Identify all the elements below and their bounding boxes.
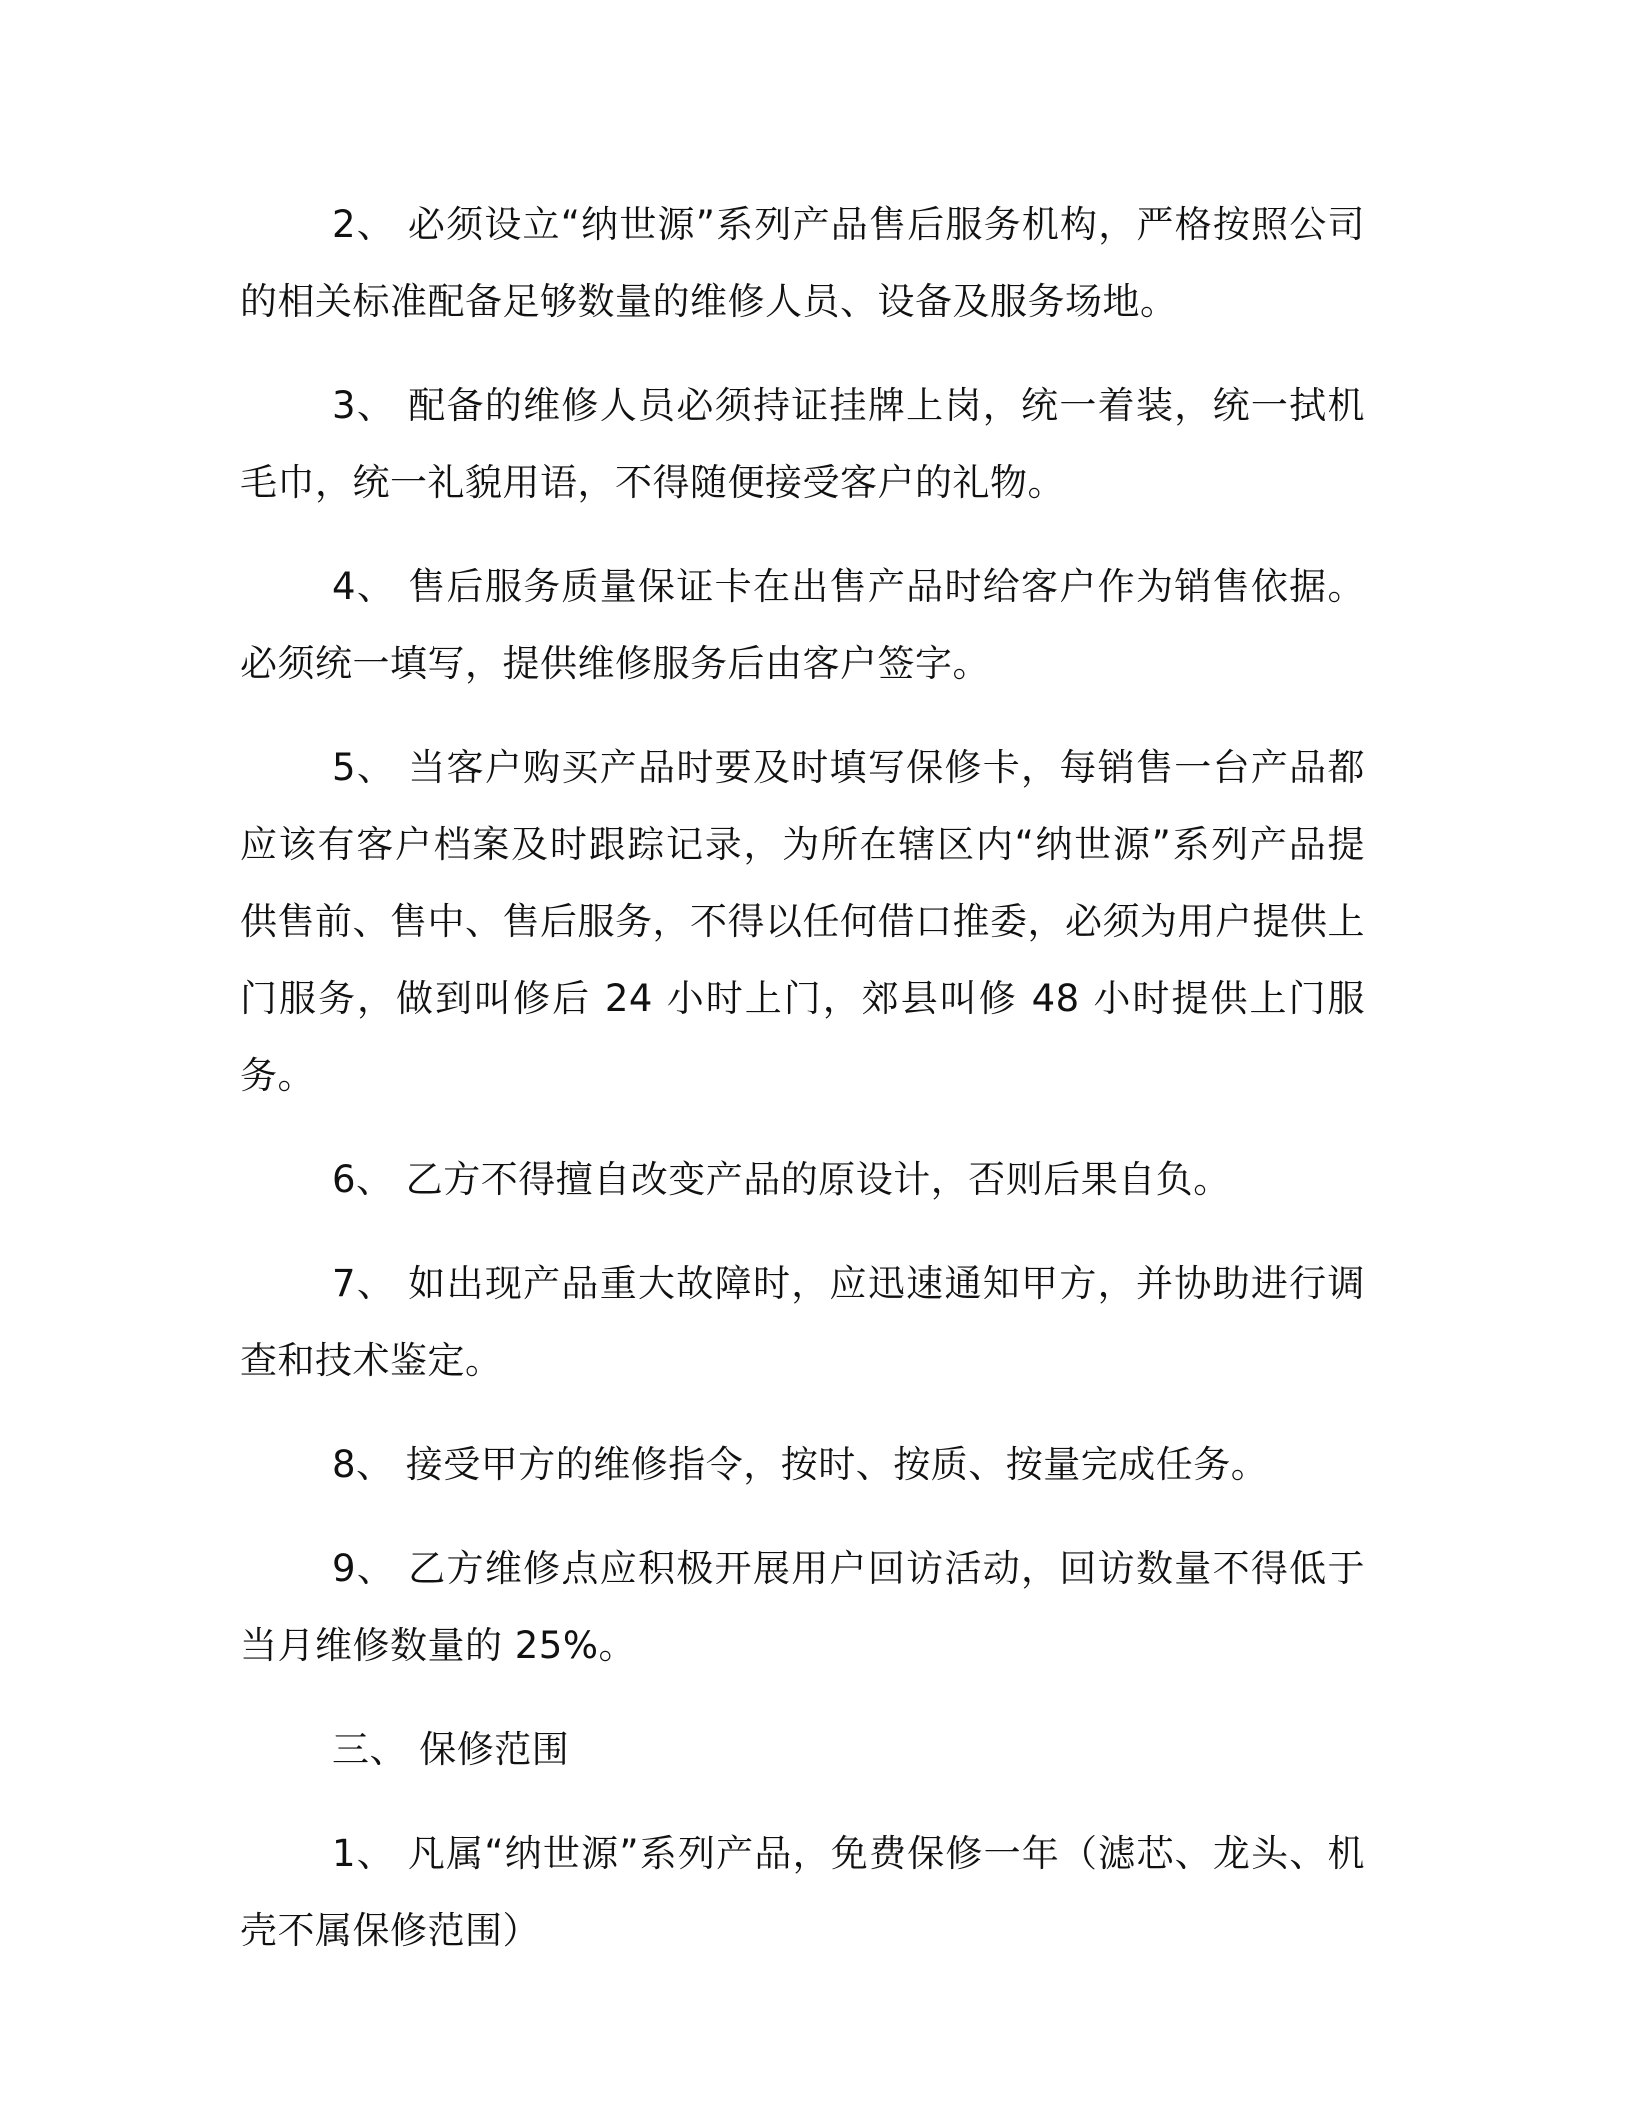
paragraph-item-3: 3、 配备的维修人员必须持证挂牌上岗，统一着装，统一拭机毛巾，统一礼貌用语，不得随便接受客户的礼物。 [240,384,1365,504]
paragraph-item-7: 7、 如出现产品重大故障时，应迅速通知甲方，并协助进行调查和技术鉴定。 [240,1262,1365,1382]
paragraph-item-6: 6、 乙方不得擅自改变产品的原设计，否则后果自负。 [332,1158,1231,1201]
section-heading-warranty-scope: 三、 保修范围 [332,1728,570,1771]
paragraph-item-5: 5、 当客户购买产品时要及时填写保修卡，每销售一台产品都应该有客户档案及时跟踪记录，为所在辖区内“纳世源”系列产品提供售前、售中、售后服务，不得以任何借口推委，必须为用户提供上门服务，做到叫修后 24 小时上门，郊县叫修 48 小时提供上门服务。 [240,746,1365,1097]
paragraph-item-2: 2、 必须设立“纳世源”系列产品售后服务机构，严格按照公司的相关标准配备足够数量的维修人员、设备及服务场地。 [240,203,1365,323]
paragraph-item-4: 4、 售后服务质量保证卡在出售产品时给客户作为销售依据。必须统一填写，提供维修服务后由客户签字。 [240,565,1365,685]
paragraph-item-8: 8、 接受甲方的维修指令，按时、按质、按量完成任务。 [332,1443,1269,1486]
paragraph-item-9: 9、 乙方维修点应积极开展用户回访活动，回访数量不得低于当月维修数量的 25%。 [240,1547,1365,1667]
document-body [240,186,1365,1996]
paragraph-item-1-warranty: 1、 凡属“纳世源”系列产品，免费保修一年（滤芯、龙头、机壳不属保修范围） [240,1832,1365,1952]
